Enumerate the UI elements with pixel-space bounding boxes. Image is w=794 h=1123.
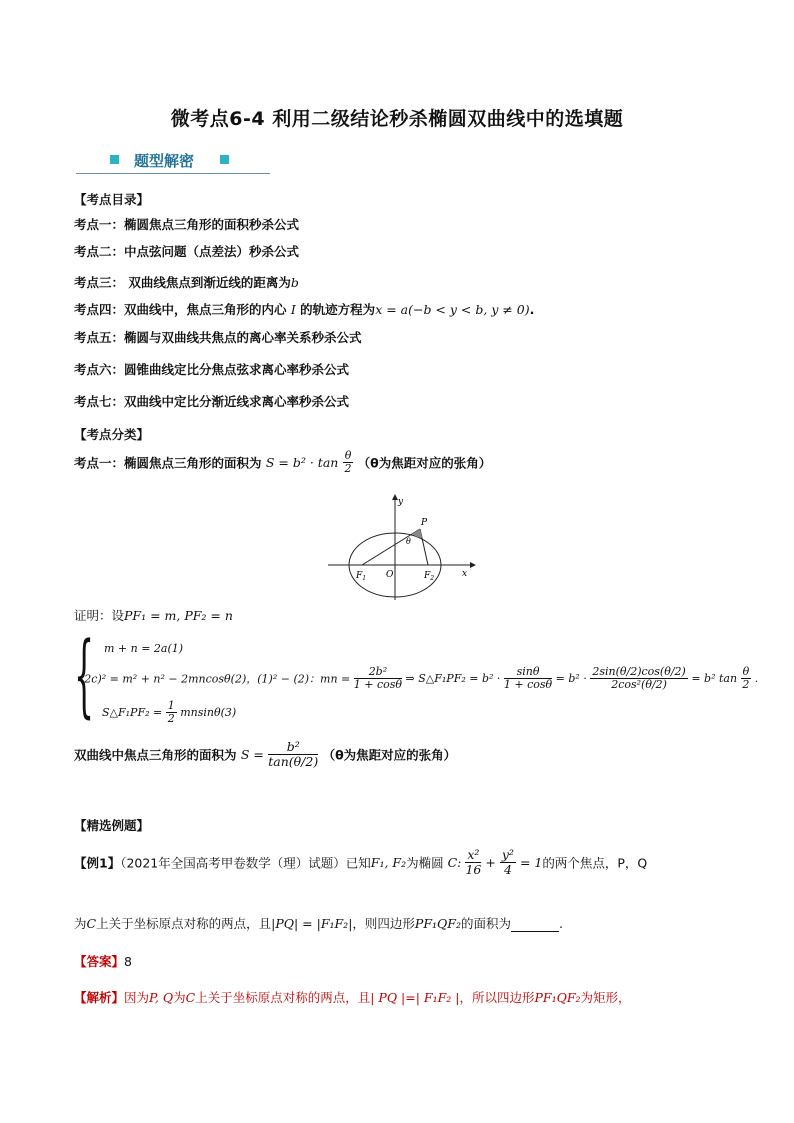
point-1-fraction bbox=[343, 450, 354, 475]
proof-result-pre: ⇒ S△F₁PF₂ = b² · bbox=[405, 672, 501, 686]
example-1-l2-b: 上关于坐标原点对称的两点，且 bbox=[96, 916, 272, 931]
example-1-l2-a: 为 bbox=[74, 916, 87, 931]
catalog-item-3-text: 考点三： 双曲线焦点到渐近线的距离为 bbox=[74, 275, 291, 290]
example-1-l2-cond: |PQ| = |F₁F₂| bbox=[271, 916, 353, 931]
catalog-item-1: 考点一：椭圆焦点三角形的面积秒杀公式 bbox=[74, 217, 300, 232]
example-1-y-num: y² bbox=[501, 847, 514, 862]
hyperbola-fraction bbox=[268, 740, 318, 769]
hyperbola-den: tan(θ/2) bbox=[268, 753, 319, 769]
catalog-item-7: 考点七：双曲线中定比分渐近线求离心率秒杀公式 bbox=[74, 394, 350, 409]
f2-label: $F_2$ bbox=[424, 571, 435, 582]
catalog-item-2: 考点二：中点弦问题（点差法）秒杀公式 bbox=[74, 244, 300, 259]
analysis-b: 为 bbox=[173, 990, 186, 1005]
proof-intro-text: 证明：设 bbox=[74, 608, 125, 623]
analysis-quad: PF₁QF₂ bbox=[534, 990, 581, 1005]
example-1-y-den: 4 bbox=[503, 861, 512, 877]
proof-result-frac-3-num: θ bbox=[742, 665, 750, 678]
proof-result-frac-3 bbox=[741, 666, 752, 691]
example-1-l2-C: C bbox=[86, 916, 97, 931]
hyperbola-area bbox=[74, 740, 456, 786]
catalog-item-5: 考点五：椭圆与双曲线共焦点的离心率关系秒杀公式 bbox=[74, 330, 362, 345]
left-brace: { bbox=[74, 623, 95, 728]
proof-system bbox=[74, 623, 759, 728]
f1-label: $F_1$ bbox=[356, 571, 367, 582]
example-1-eq-tail: = 1 bbox=[519, 854, 543, 870]
theta-label: θ bbox=[406, 537, 411, 546]
examples-header: 【精选例题】 bbox=[74, 818, 150, 833]
example-1-tail: 的两个焦点，P，Q bbox=[542, 855, 648, 871]
proof-eq-2 bbox=[80, 666, 758, 691]
example-1-source: （2021年全国高考甲卷数学（理）试题）已知 bbox=[120, 855, 371, 871]
example-1-mid: 为椭圆 bbox=[406, 855, 444, 871]
proof-result-frac-1-den: 1 + cosθ bbox=[503, 678, 553, 692]
answer-blank[interactable] bbox=[511, 919, 559, 932]
proof-eq-3-den: 2 bbox=[167, 712, 175, 726]
catalog-header: 【考点目录】 bbox=[74, 192, 150, 207]
section-heading-rule bbox=[76, 173, 270, 174]
proof-eq-2-fraction bbox=[354, 666, 402, 691]
catalog-item-3 bbox=[74, 273, 299, 291]
section-heading-label: 题型解密 bbox=[134, 152, 195, 170]
p-label: P bbox=[421, 518, 428, 528]
x-axis-label: x bbox=[462, 569, 468, 579]
example-1-l2-d: 的面积为 bbox=[460, 916, 511, 931]
proof-result-frac-2-den: 2cos²(θ/2) bbox=[611, 678, 667, 692]
example-1-x-num: x² bbox=[467, 847, 480, 862]
proof-eq-3-fraction bbox=[166, 700, 177, 725]
square-bullet-icon bbox=[110, 155, 119, 164]
answer-tag: 【答案】 bbox=[74, 954, 125, 969]
classification-header: 【考点分类】 bbox=[74, 427, 150, 442]
proof-result-frac-2 bbox=[590, 666, 688, 691]
analysis-cond: | PQ |=| F₁F₂ | bbox=[370, 990, 460, 1005]
catalog-item-4-math: x = a(−b < y < b, y ≠ 0) bbox=[375, 302, 530, 317]
y-axis-label: y bbox=[398, 497, 404, 507]
hyperbola-note: （θ为焦距对应的张角） bbox=[322, 747, 457, 763]
answer-line bbox=[74, 952, 132, 970]
proof-result-frac-2-num: 2sin(θ/2)cos(θ/2) bbox=[592, 665, 686, 678]
proof-eq-2-num: 2b² bbox=[354, 666, 402, 679]
ellipse-figure bbox=[320, 492, 480, 602]
example-1-y-fraction bbox=[500, 848, 516, 877]
example-1-foci: F₁, F₂ bbox=[370, 854, 407, 870]
example-1-x-fraction bbox=[465, 848, 481, 877]
x-axis-arrow-icon bbox=[470, 562, 476, 568]
proof-intro bbox=[74, 606, 233, 624]
point-1-prefix: 考点一：椭圆焦点三角形的面积为 bbox=[74, 455, 262, 471]
proof-result-mid: = b² · bbox=[555, 672, 587, 686]
proof-result-end: = b² tan bbox=[691, 672, 738, 686]
hyperbola-S: S = bbox=[240, 746, 264, 762]
analysis-line bbox=[74, 988, 631, 1006]
catalog-item-4-tail: . bbox=[529, 302, 535, 317]
analysis-PQ: P, Q bbox=[149, 990, 174, 1005]
proof-result-dot: . bbox=[754, 672, 759, 686]
square-bullet-icon bbox=[220, 155, 229, 164]
analysis-e: 为矩形， bbox=[580, 990, 631, 1005]
proof-result-frac-3-den: 2 bbox=[742, 678, 750, 692]
catalog-item-4-mid: 的轨迹方程为 bbox=[295, 302, 376, 317]
example-1-l2-quad: PF₁QF₂ bbox=[414, 916, 461, 931]
proof-eq-3-num: 1 bbox=[167, 699, 175, 712]
proof-intro-math: PF₁ = m, PF₂ = n bbox=[124, 608, 233, 623]
catalog-item-6: 考点六：圆锥曲线定比分焦点弦求离心率秒杀公式 bbox=[74, 362, 350, 377]
proof-eq-3 bbox=[102, 700, 236, 725]
section-heading bbox=[106, 150, 270, 172]
example-1-x-den: 16 bbox=[465, 861, 482, 877]
analysis-c: 上关于坐标原点对称的两点，且 bbox=[195, 990, 371, 1005]
proof-result-frac-1-num: sinθ bbox=[504, 666, 552, 679]
catalog-item-3-math: b bbox=[290, 275, 299, 290]
proof-eq-1: m + n = 2a(1) bbox=[104, 642, 184, 655]
example-1-tag: 【例1】 bbox=[74, 855, 121, 871]
proof-eq-2-text: (2c)² = m² + n² − 2mncosθ(2)，(1)² − (2)：mn = bbox=[80, 672, 351, 686]
catalog-item-4-incenter: I bbox=[290, 302, 296, 317]
hyperbola-prefix: 双曲线中焦点三角形的面积为 bbox=[74, 747, 237, 763]
catalog-item-4-text: 考点四：双曲线中，焦点三角形的内心 bbox=[74, 302, 287, 317]
segment-pf1 bbox=[362, 529, 420, 565]
classification-point-1 bbox=[74, 450, 491, 486]
point-1-formula: S = b² · tan bbox=[265, 455, 339, 471]
example-1-l2-end: . bbox=[558, 916, 563, 931]
example-1-l2-c: ，则四边形 bbox=[352, 916, 415, 931]
example-1-line-1: 【例1】（2021年全国高考甲卷数学（理）试题）已知F₁, F₂为椭圆 C: $\frac{\text{x²}}{16}$ + $\frac{\text{y²}}{4}$ = 1的两个焦点，P，Q bbox=[74, 847, 648, 877]
analysis-C: C bbox=[185, 990, 196, 1005]
analysis-d: ，所以四边形 bbox=[459, 990, 535, 1005]
origin-label: O bbox=[386, 570, 394, 580]
analysis-tag: 【解析】 bbox=[74, 990, 125, 1005]
hyperbola-num: b² bbox=[268, 740, 318, 755]
catalog-item-4 bbox=[74, 300, 534, 318]
example-1-C: C: bbox=[447, 854, 462, 870]
proof-result-frac-1 bbox=[504, 666, 552, 691]
point-1-frac-den: 2 bbox=[344, 462, 352, 476]
page-title: 微考点6-4 利用二级结论秒杀椭圆双曲线中的选填题 bbox=[170, 108, 624, 130]
analysis-a: 因为 bbox=[124, 990, 150, 1005]
proof-eq-3-text: S△F₁PF₂ = bbox=[102, 706, 163, 720]
answer-value: 8 bbox=[124, 954, 132, 969]
proof-eq-3-tail: mnsinθ(3) bbox=[180, 706, 237, 720]
point-1-frac-num: θ bbox=[344, 449, 352, 462]
example-1-line-2 bbox=[74, 914, 563, 932]
point-1-note: （θ为焦距对应的张角） bbox=[357, 455, 492, 471]
proof-eq-2-den: 1 + cosθ bbox=[353, 678, 403, 692]
